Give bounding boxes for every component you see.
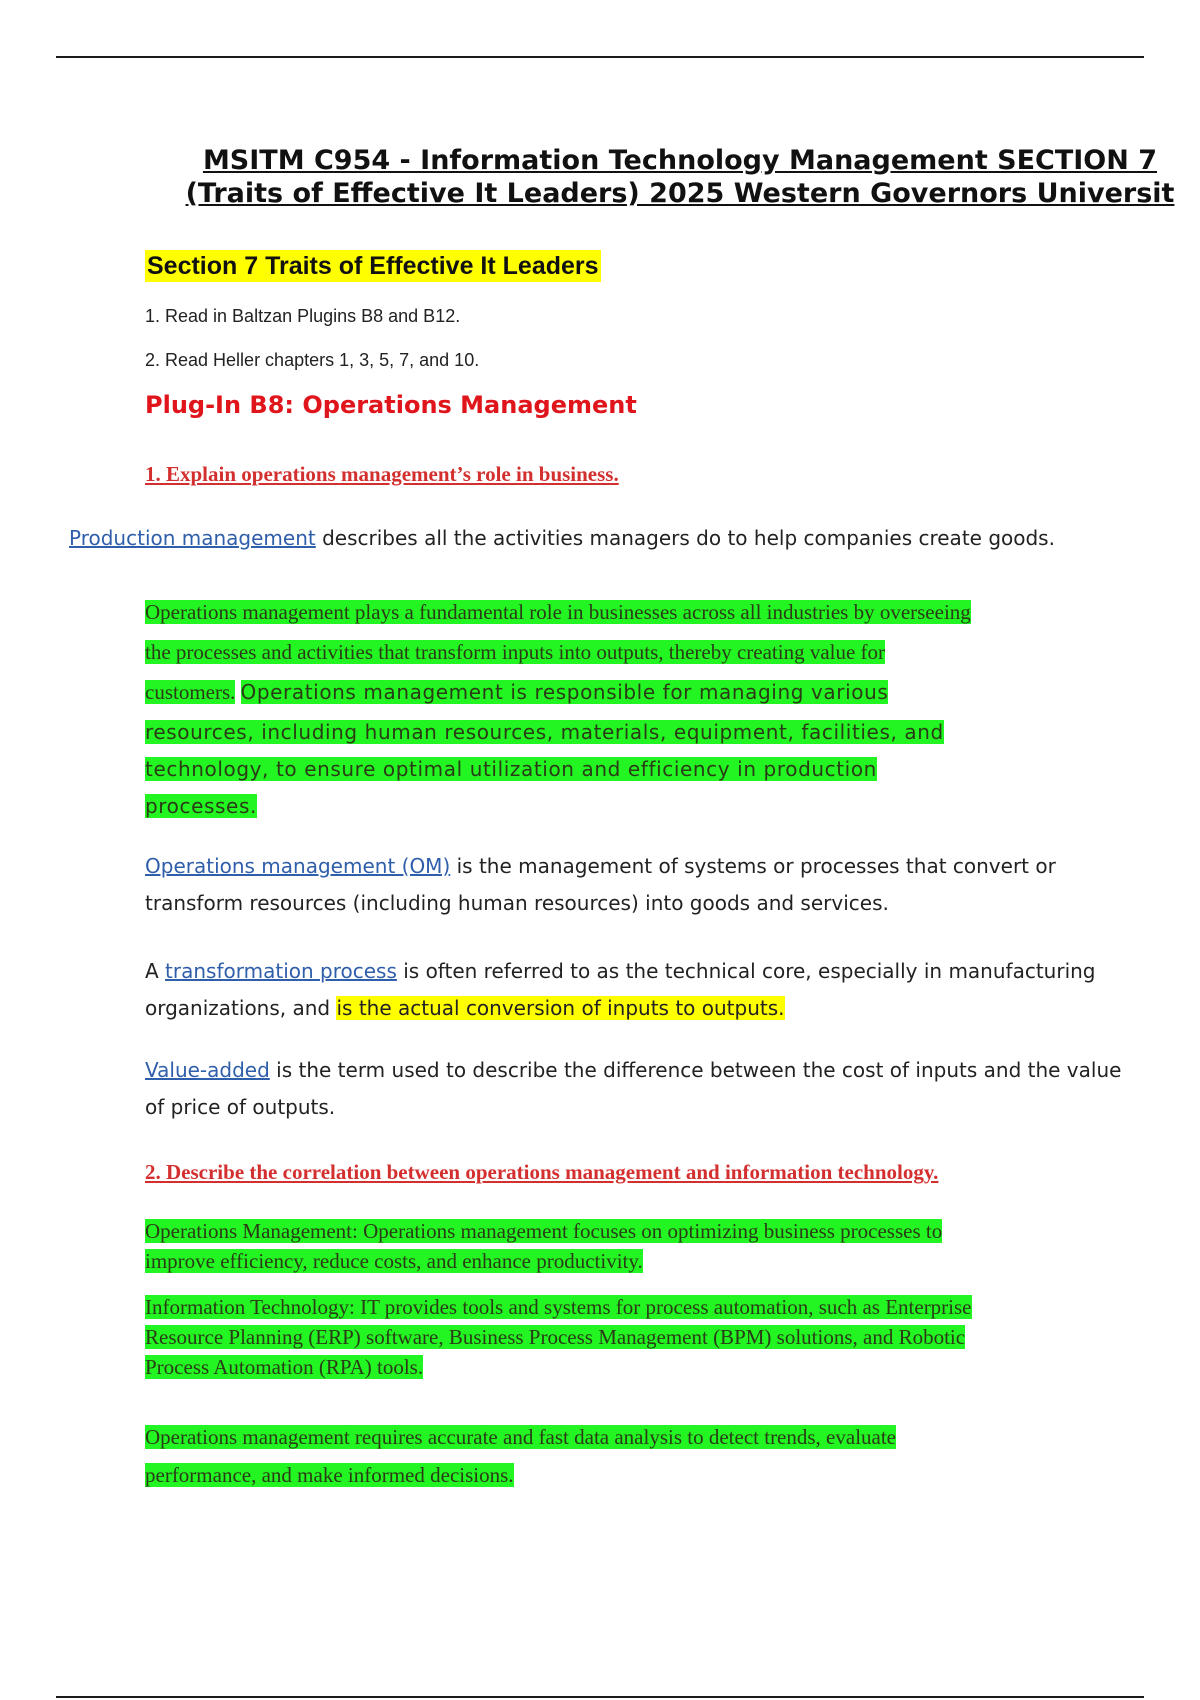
it-tools-line-2: Resource Planning (ERP) software, Business Process Management (BPM) solutions, and Robotic <box>145 1325 966 1349</box>
om-definition-paragraph <box>145 848 1145 922</box>
reading-item-1: 1. Read in Baltzan Plugins B8 and B12. <box>145 306 461 326</box>
footer-rule <box>56 1696 1144 1698</box>
data-analysis-highlighted-paragraph <box>145 1418 1105 1494</box>
om-role-line-2: the processes and activities that transform inputs into outputs, thereby creating value for <box>145 640 886 664</box>
question-2-heading: 2. Describe the correlation between operations management and information technology. <box>145 1160 939 1184</box>
reading-item-2: 2. Read Heller chapters 1, 3, 5, 7, and 10. <box>145 350 480 370</box>
om-role-line-4: resources, including human resources, materials, equipment, facilities, and <box>145 720 944 744</box>
om-focus-highlighted-paragraph <box>145 1216 1105 1276</box>
om-role-line-1: Operations management plays a fundamental role in businesses across all industries by overseeing <box>145 600 971 624</box>
plugin-heading: Plug-In B8: Operations Management <box>145 391 637 419</box>
value-added-text: is the term used to describe the difference between the cost of inputs and the value of price of outputs. <box>145 1058 1122 1119</box>
transformation-prefix: A <box>145 959 166 983</box>
value-added-paragraph <box>145 1052 1145 1126</box>
production-management-paragraph <box>69 526 1189 550</box>
document-title-line-1: MSITM C954 - Information Technology Management SECTION 7 <box>202 145 1158 176</box>
om-role-line-3-start: customers. <box>145 680 236 704</box>
om-role-line-5: technology, to ensure optimal utilization and efficiency in production <box>145 757 877 781</box>
header-rule <box>56 56 1144 58</box>
it-tools-highlighted-paragraph <box>145 1292 1105 1382</box>
data-analysis-line-2: performance, and make informed decisions. <box>145 1463 514 1487</box>
transformation-process-paragraph <box>145 953 1145 1027</box>
document-title-line-2: (Traits of Effective It Leaders) 2025 Western Governors Universit <box>185 178 1175 209</box>
data-analysis-line-1: Operations management requires accurate and fast data analysis to detect trends, evaluate <box>145 1425 897 1449</box>
production-management-link[interactable]: Production management <box>69 526 316 550</box>
om-role-line-6: processes. <box>145 794 257 818</box>
om-focus-line-2: improve efficiency, reduce costs, and enhance productivity. <box>145 1249 643 1273</box>
om-definition-text: is the management of systems or processes that convert or transform resources (including human resources) into goods and services. <box>145 854 1056 915</box>
production-management-text: describes all the activities managers do to help companies create goods. <box>315 526 1055 550</box>
section-heading: Section 7 Traits of Effective It Leaders <box>147 252 599 280</box>
document-title <box>160 144 1200 210</box>
om-role-line-3: Operations management is responsible for managing various <box>240 680 889 704</box>
it-tools-line-3: Process Automation (RPA) tools. <box>145 1355 424 1379</box>
it-tools-line-1: Information Technology: IT provides tools and systems for process automation, such as Enterprise <box>145 1295 972 1319</box>
om-focus-line-1: Operations Management: Operations management focuses on optimizing business processes to <box>145 1219 943 1243</box>
om-definition-link[interactable]: Operations management (OM) <box>145 854 451 878</box>
transformation-text: is often referred to as the technical core, especially in manufacturing organizations, and <box>145 959 1096 1020</box>
om-role-highlighted-paragraph <box>145 592 1105 825</box>
transformation-highlight: is the actual conversion of inputs to outputs. <box>336 996 785 1020</box>
question-1-heading: 1. Explain operations management’s role in business. <box>145 462 619 486</box>
transformation-process-link[interactable]: transformation process <box>165 959 397 983</box>
value-added-link[interactable]: Value-added <box>145 1058 270 1082</box>
